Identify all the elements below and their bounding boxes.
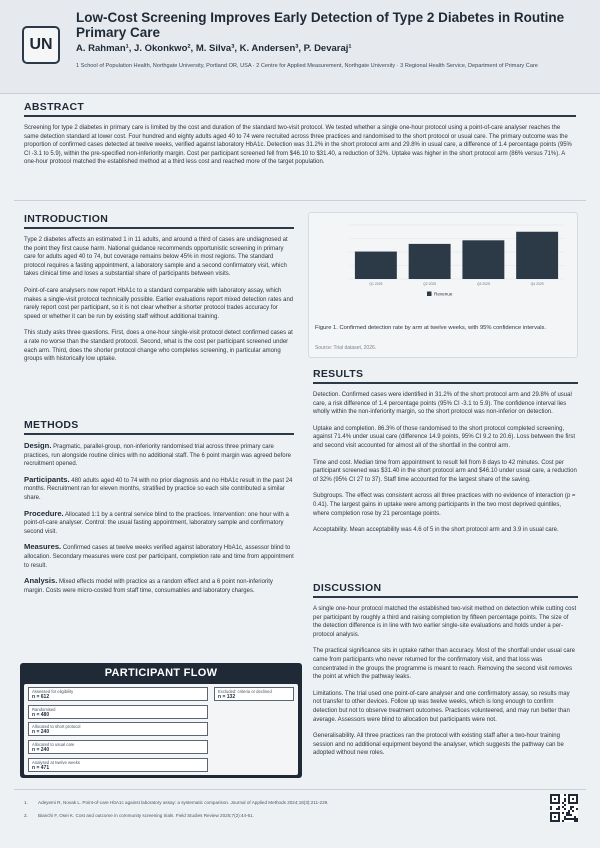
abstract-section [24, 101, 576, 167]
section-divider [14, 200, 586, 201]
methods-item-text: Allocated 1:1 by a central service blind to the practices. Intervention: one hour with a point-of-care analyser. Control: the usual fasting appointment, laboratory sample and confirmatory second visit. [24, 511, 289, 535]
flow-box-label: Excluded: criteria or declined [218, 689, 272, 694]
figure-1 [308, 212, 578, 358]
results-section [313, 368, 578, 543]
flow-box-label: Assessed for eligibility [32, 689, 74, 694]
x-tick-label: Q2 2025 [423, 282, 437, 286]
flow-box-assessed [28, 687, 208, 701]
legend-swatch [427, 292, 432, 297]
methods-item-text: 480 adults aged 40 to 74 with no prior diagnosis and no HbA1c result in the past 24 months. Recruitment ran for eleven months, stratified by practice so each site contributed a similar share. [24, 477, 293, 501]
flow-box-label: Allocated to usual care [32, 742, 75, 747]
x-tick-label: Q4 2025 [530, 282, 544, 286]
flow-box-value: n = 480 [32, 712, 50, 718]
results-paragraph: Time and cost. Median time from appointment to result fell from 8 days to 42 minutes. Cost per participant screened was $31.40 in the short protocol arm and $46.10 under usual care, a reduction of 32% (95% CI 27 to 37). Staff time accounted for the largest share of the saving. [313, 459, 577, 483]
flow-box-value: n = 471 [32, 765, 50, 771]
methods-item-lead: Measures. [24, 542, 62, 552]
reference-text: Adeyemi R, Novak L. Point-of-care HbA1c against laboratory assay: a systematic comparison. Journal of Applied Methods 2024;18(3):211-229. [38, 800, 329, 805]
flow-box-label: Randomised [32, 707, 56, 712]
flow-box-value: n = 240 [32, 747, 50, 753]
x-tick-label: Q3 2025 [476, 282, 490, 286]
methods-item [24, 543, 294, 570]
affiliations: 1 School of Population Health, Northgate University, Portland OR, USA · 2 Centre for Applied Measurement, Northgate University · 3 Regional Health Service, Department of Primary Care [76, 63, 538, 69]
methods-item-text: Mixed effects model with practice as a random effect and a 6 point non-inferiority margin. Costs were micro-costed from staff time, consumables and laboratory charges. [24, 579, 273, 594]
methods-item-lead: Procedure. [24, 508, 64, 518]
intro-paragraph: Type 2 diabetes affects an estimated 1 in 11 adults, and around a third of cases are undiagnosed at the point they first cause harm. National guidance recommends opportunistic screening in primary care for adults aged 40 to 74, but coverage remains below 45% in most regions. The standard protocol requires a fasting appointment, a laboratory sample and a second confirmatory visit, which takes clinical time and loses a substantial share of participants between visits. [24, 237, 288, 278]
methods-item-lead: Participants. [24, 474, 70, 484]
methods-item-text: Pragmatic, parallel-group, non-inferiority randomised trial across three primary care practices, run alongside routine clinics with no additional staff. The 6 point margin was agreed before recruitment opened. [24, 444, 291, 468]
methods-item [24, 442, 294, 469]
bar-2 [409, 244, 451, 279]
qr-code-icon[interactable] [550, 794, 578, 822]
reference-item [24, 800, 524, 805]
reference-item [24, 813, 524, 818]
participant-flow [20, 663, 302, 778]
footer-divider [14, 789, 586, 790]
methods-item-text: Confirmed cases at twelve weeks verified against laboratory HbA1c, assessor blind to allocation. Secondary measures were cost per participant, completion rate and time from appointment to result. [24, 545, 294, 569]
bar-3 [462, 240, 504, 279]
results-paragraph: Detection. Confirmed cases were identified in 31.2% of the short protocol arm and 29.8% of usual care, a risk difference of 1.4 percentage points (95% CI -3.1 to 5.9). The confidence interval lies wholly within the non-inferiority margin, so the short protocol was non-inferior on detection. [313, 392, 572, 416]
discussion-heading: DISCUSSION [313, 582, 578, 598]
reference-number: 1. [24, 800, 28, 805]
bar-chart [309, 213, 579, 321]
methods-section [24, 419, 294, 602]
flow-box-value: n = 612 [32, 694, 50, 700]
abstract-text: Screening for type 2 diabetes in primary care is limited by the cost and duration of the standard two-visit protocol. We tested whether a single one-hour protocol using a point-of-care analyser reaches the same detection standard at lower cost. Four hundred and eighty adults aged 40 to 74 were recruited across three practices and randomised to the short protocol or usual care. The primary outcome was the proportion of confirmed cases detected at twelve weeks, verified against laboratory HbA1c. Detection was 31.2% in the short protocol arm and 29.8% in usual care, a difference of 1.4 percentage points (95% CI -3.1 to 5.9), within the pre-specified non-inferiority margin. Cost per participant screened fell from $46.10 to $31.40, a reduction of 32%. Uptake was higher in the short protocol arm (86% versus 71%). A one-hour protocol matched the established method at a third less cost and reached more of the target population. [24, 125, 572, 166]
discussion-paragraph: Generalisability. All three practices ran the protocol with existing staff after a two-hour training session and no additional equipment beyond the analyser, which suggests the pathway can be adopted without new roles. [313, 733, 564, 757]
introduction-heading: INTRODUCTION [24, 213, 294, 229]
flow-box-value: n = 132 [218, 694, 236, 700]
introduction-section [24, 213, 294, 372]
flow-box-usual-care [28, 740, 208, 754]
figure-source: Source: Trial dataset, 2026. [315, 345, 377, 351]
intro-paragraph: This study asks three questions. First, does a one-hour single-visit protocol detect confirmed cases at a rate no worse than the standard protocol. Second, what is the cost per participant screened under each arm. Third, does the shorter protocol change who completes screening, in particular among groups with historically low uptake. [24, 330, 293, 363]
flow-box-randomised [28, 705, 208, 719]
results-paragraph: Uptake and completion. 86.3% of those randomised to the short protocol completed screening, against 71.4% under usual care (difference 14.9 points, 95% CI 9.2 to 20.6). Loss between the first and second visit accounted for almost all of the shortfall in the control arm. [313, 425, 576, 449]
discussion-paragraph: Limitations. The trial used one point-of-care analyser and one confirmatory assay, so results may not transfer to other devices. Follow up was twelve weeks, which is long enough to confirm detection but not to observe treatment outcomes. Practices volunteered, and may run better than average. Assessors were blind to allocation but participants were not. [313, 690, 570, 723]
references [24, 800, 524, 826]
bar-1 [355, 252, 397, 279]
author-list: A. Rahman¹, J. Okonkwo², M. Silva³, K. Andersen³, P. Devaraj¹ [76, 43, 352, 54]
methods-item-lead: Analysis. [24, 576, 58, 586]
flow-box-label: Analysed at twelve weeks [32, 760, 80, 765]
flow-box-label: Allocated to short protocol [32, 724, 81, 729]
flow-box-excluded [214, 687, 294, 701]
flow-panel [24, 684, 298, 775]
legend-label: Revenue [434, 291, 453, 297]
discussion-paragraph: A single one-hour protocol matched the established two-visit method on detection while cutting cost per participant by roughly a third and raising completion by fifteen percentage points. The size of the detection difference is in line with two earlier single-site evaluations and holds under a per-protocol analysis. [313, 606, 577, 638]
intro-paragraph: Point-of-care analysers now report HbA1c to a standard comparable with laboratory assay, which makes a single-visit protocol technically possible. Earlier evaluations report mixed detection rates and rarely report cost per participant, so it is not clear whether a shorter protocol trades accuracy for speed or whether it can be run by existing staff without additional training. [24, 287, 294, 320]
methods-item [24, 577, 294, 595]
discussion-paragraph: The practical significance sits in uptake rather than accuracy. Most of the shortfall under usual care came from participants who never returned for the confirmatory visit, and that loss was concentrated in the groups the programme is meant to reach. Removing the second visit removes the point at which the pathway leaks. [313, 648, 576, 681]
flow-box-value: n = 240 [32, 729, 50, 735]
methods-item [24, 476, 294, 503]
methods-item [24, 510, 294, 537]
reference-text: Bianchi F, Osei K. Cost and outcome in community screening trials. Field Studies Review 2025;7(2):44-61. [38, 813, 255, 818]
x-tick-label: Q1 2025 [369, 282, 383, 286]
poster-header [0, 0, 600, 94]
flow-box-short-protocol [28, 722, 208, 736]
poster-title: Low-Cost Screening Improves Early Detection of Type 2 Diabetes in Routine Primary Care [76, 10, 565, 40]
figure-caption: Figure 1. Confirmed detection rate by arm at twelve weeks, with 95% confidence intervals. [315, 325, 547, 331]
results-heading: RESULTS [313, 368, 578, 384]
university-logo: UN [22, 26, 60, 64]
flow-box-analysed [28, 758, 208, 772]
bar-4 [516, 232, 558, 279]
reference-number: 2. [24, 813, 28, 818]
abstract-heading: ABSTRACT [24, 101, 576, 117]
methods-heading: METHODS [24, 419, 294, 435]
flow-heading: PARTICIPANT FLOW [104, 667, 218, 679]
methods-item-lead: Design. [24, 441, 52, 450]
results-paragraph: Subgroups. The effect was consistent across all three practices with no evidence of interaction (p = 0.41). The largest gains in uptake were among participants in the two most deprived quintiles, where completion rose by 21 percentage points. [313, 493, 576, 517]
discussion-section [313, 582, 578, 766]
results-paragraph: Acceptability. Mean acceptability was 4.6 of 5 in the short protocol arm and 3.9 in usual care. [313, 527, 559, 534]
